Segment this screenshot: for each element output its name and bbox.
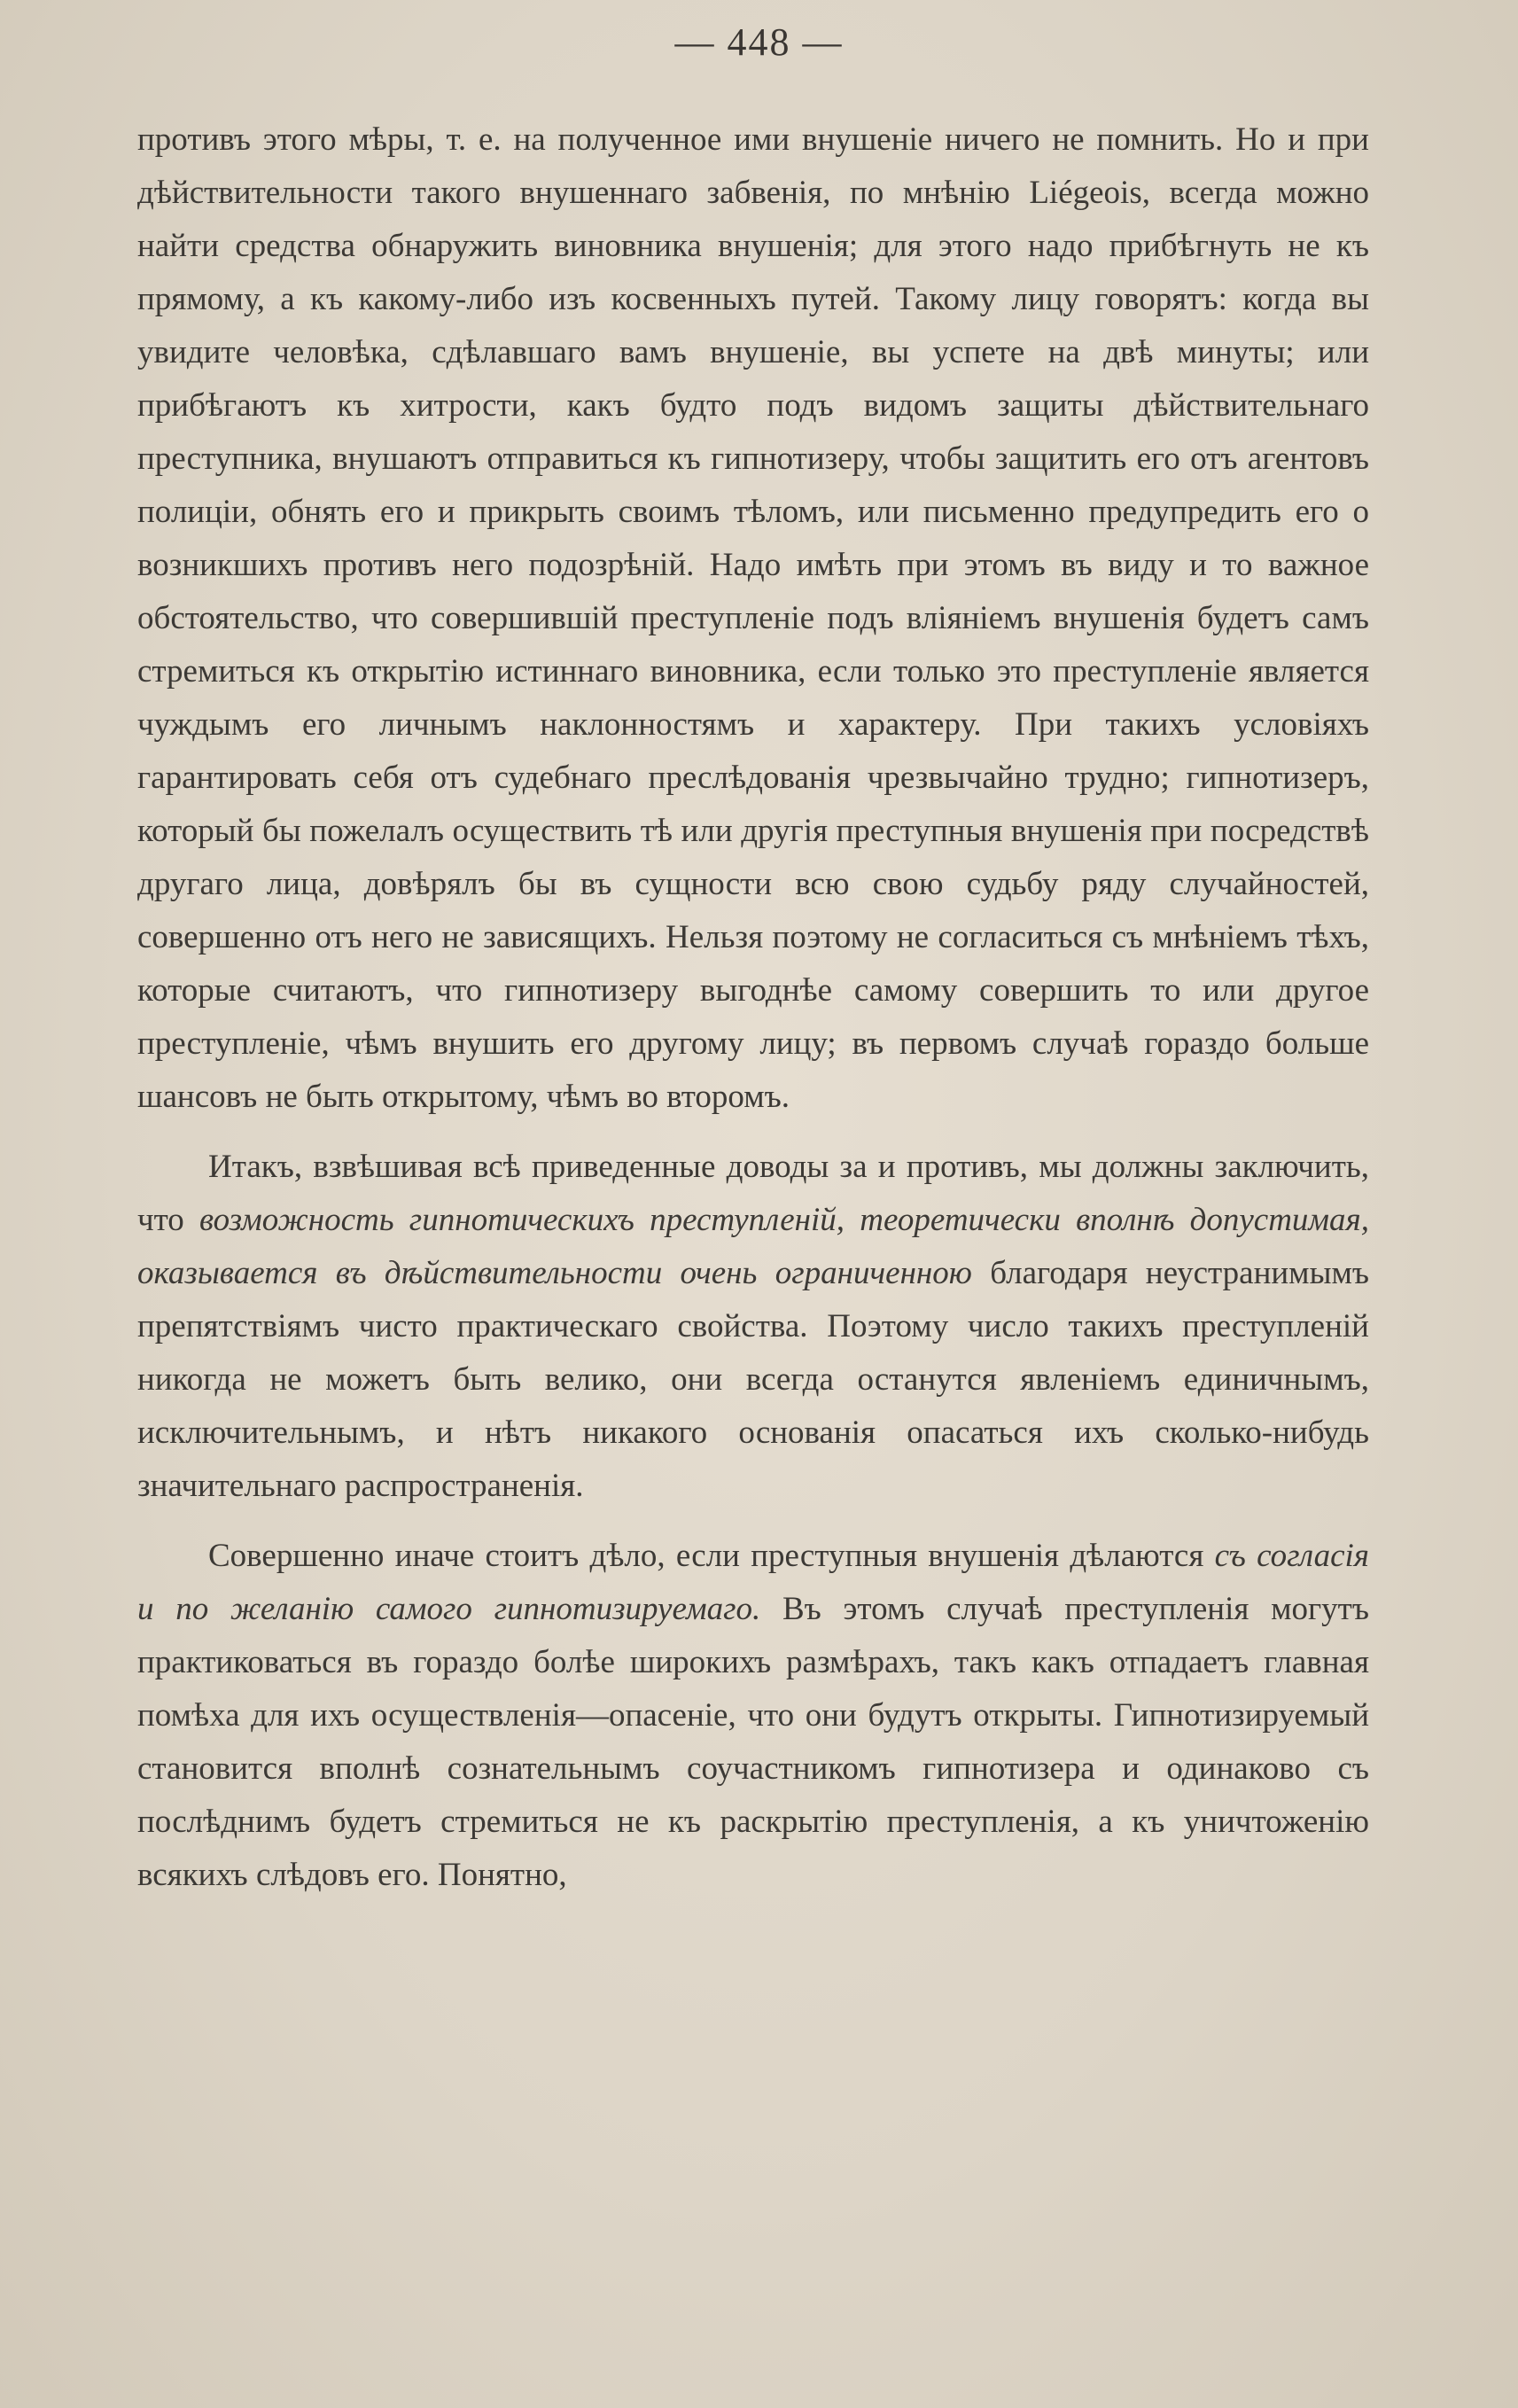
italic-emphasis: съ согласія и по желанію самого гипнотизируемаго.	[137, 1538, 1370, 1627]
paragraph-text: противъ этого мѣры, т. е. на полученное ими внушеніе ничего не помнить. Но и при дѣйствительности такого внушеннаго забвенія, по мнѣнію Liégeois, всегда можно найти средства обнаружить виновника внушенія; для этого надо прибѣгнуть не къ прямому, а къ какому-либо изъ косвенныхъ путей. Такому лицу говорятъ: когда вы увидите человѣка, сдѣлавшаго вамъ внушеніе, вы успете на двѣ минуты; или прибѣгаютъ къ хитрости, какъ будто подъ видомъ защиты дѣйствительнаго преступника, внушаютъ отправиться къ гипнотизеру, чтобы защитить его отъ агентовъ полиціи, обнять его и прикрыть своимъ тѣломъ, или письменно предупредить его о возникшихъ противъ него подозрѣній. Надо имѣть при этомъ въ виду и то важное обстоятельство, что совершившій преступленіе подъ вліяніемъ внушенія будетъ самъ стремиться къ открытію истиннаго виновника, если только это преступленіе является чуждымъ его личнымъ наклонностямъ и характеру. При такихъ условіяхъ гарантировать себя отъ судебнаго преслѣдованія чрезвычайно трудно; гипнотизеръ, который бы пожелалъ осуществить тѣ или другія преступныя внушенія при посредствѣ другаго лица, довѣрялъ бы въ сущности всю свою судьбу ряду случайностей, совершенно отъ него не зависящихъ. Нельзя поэтому не согласиться съ мнѣніемъ тѣхъ, которые считаютъ, что гипнотизеру выгоднѣе самому совершить то или другое преступленіе, чѣмъ внушить его другому лицу; въ первомъ случаѣ гораздо больше шансовъ не быть открытому, чѣмъ во второмъ.	[137, 121, 1369, 1115]
page-number: — 448 —	[674, 20, 844, 64]
italic-emphasis: возможность гипнотическихъ преступленій, теоретически вполнѣ допустимая, оказывается въ дѣйствительности очень ограниченною	[137, 1202, 1369, 1291]
paragraph-text: Въ этомъ случаѣ преступленія могутъ практиковаться въ гораздо болѣе широкихъ размѣрахъ, такъ какъ отпадаетъ главная помѣха для ихъ осуществленія—опасеніе, что они будутъ открыты. Гипнотизируемый становится вполнѣ сознательнымъ соучастникомъ гипнотизера и одинаково съ послѣднимъ будетъ стремиться не къ раскрытію преступленія, а къ уничтоженію всякихъ слѣдовъ его. Понятно,	[137, 1591, 1369, 1893]
paragraph-text: благодаря неустранимымъ препятствіямъ чисто практическаго свойства. Поэтому число такихъ преступленій никогда не можетъ быть велико, они всегда останутся явленіемъ единичнымъ, исключительнымъ, и нѣтъ никакого основанія опасаться ихъ сколько-нибудь значительнаго распространенія.	[137, 1255, 1369, 1504]
page-body	[137, 113, 1369, 1902]
paragraph	[137, 1141, 1369, 1513]
paragraph-text: Итакъ, взвѣшивая всѣ приведенные доводы за и противъ, мы должны заключить, что	[137, 1149, 1369, 1238]
paragraph	[137, 113, 1369, 1124]
paragraph-text: Совершенно иначе стоитъ дѣло, если преступныя внушенія дѣлаются	[208, 1538, 1215, 1574]
paragraph	[137, 1530, 1369, 1902]
